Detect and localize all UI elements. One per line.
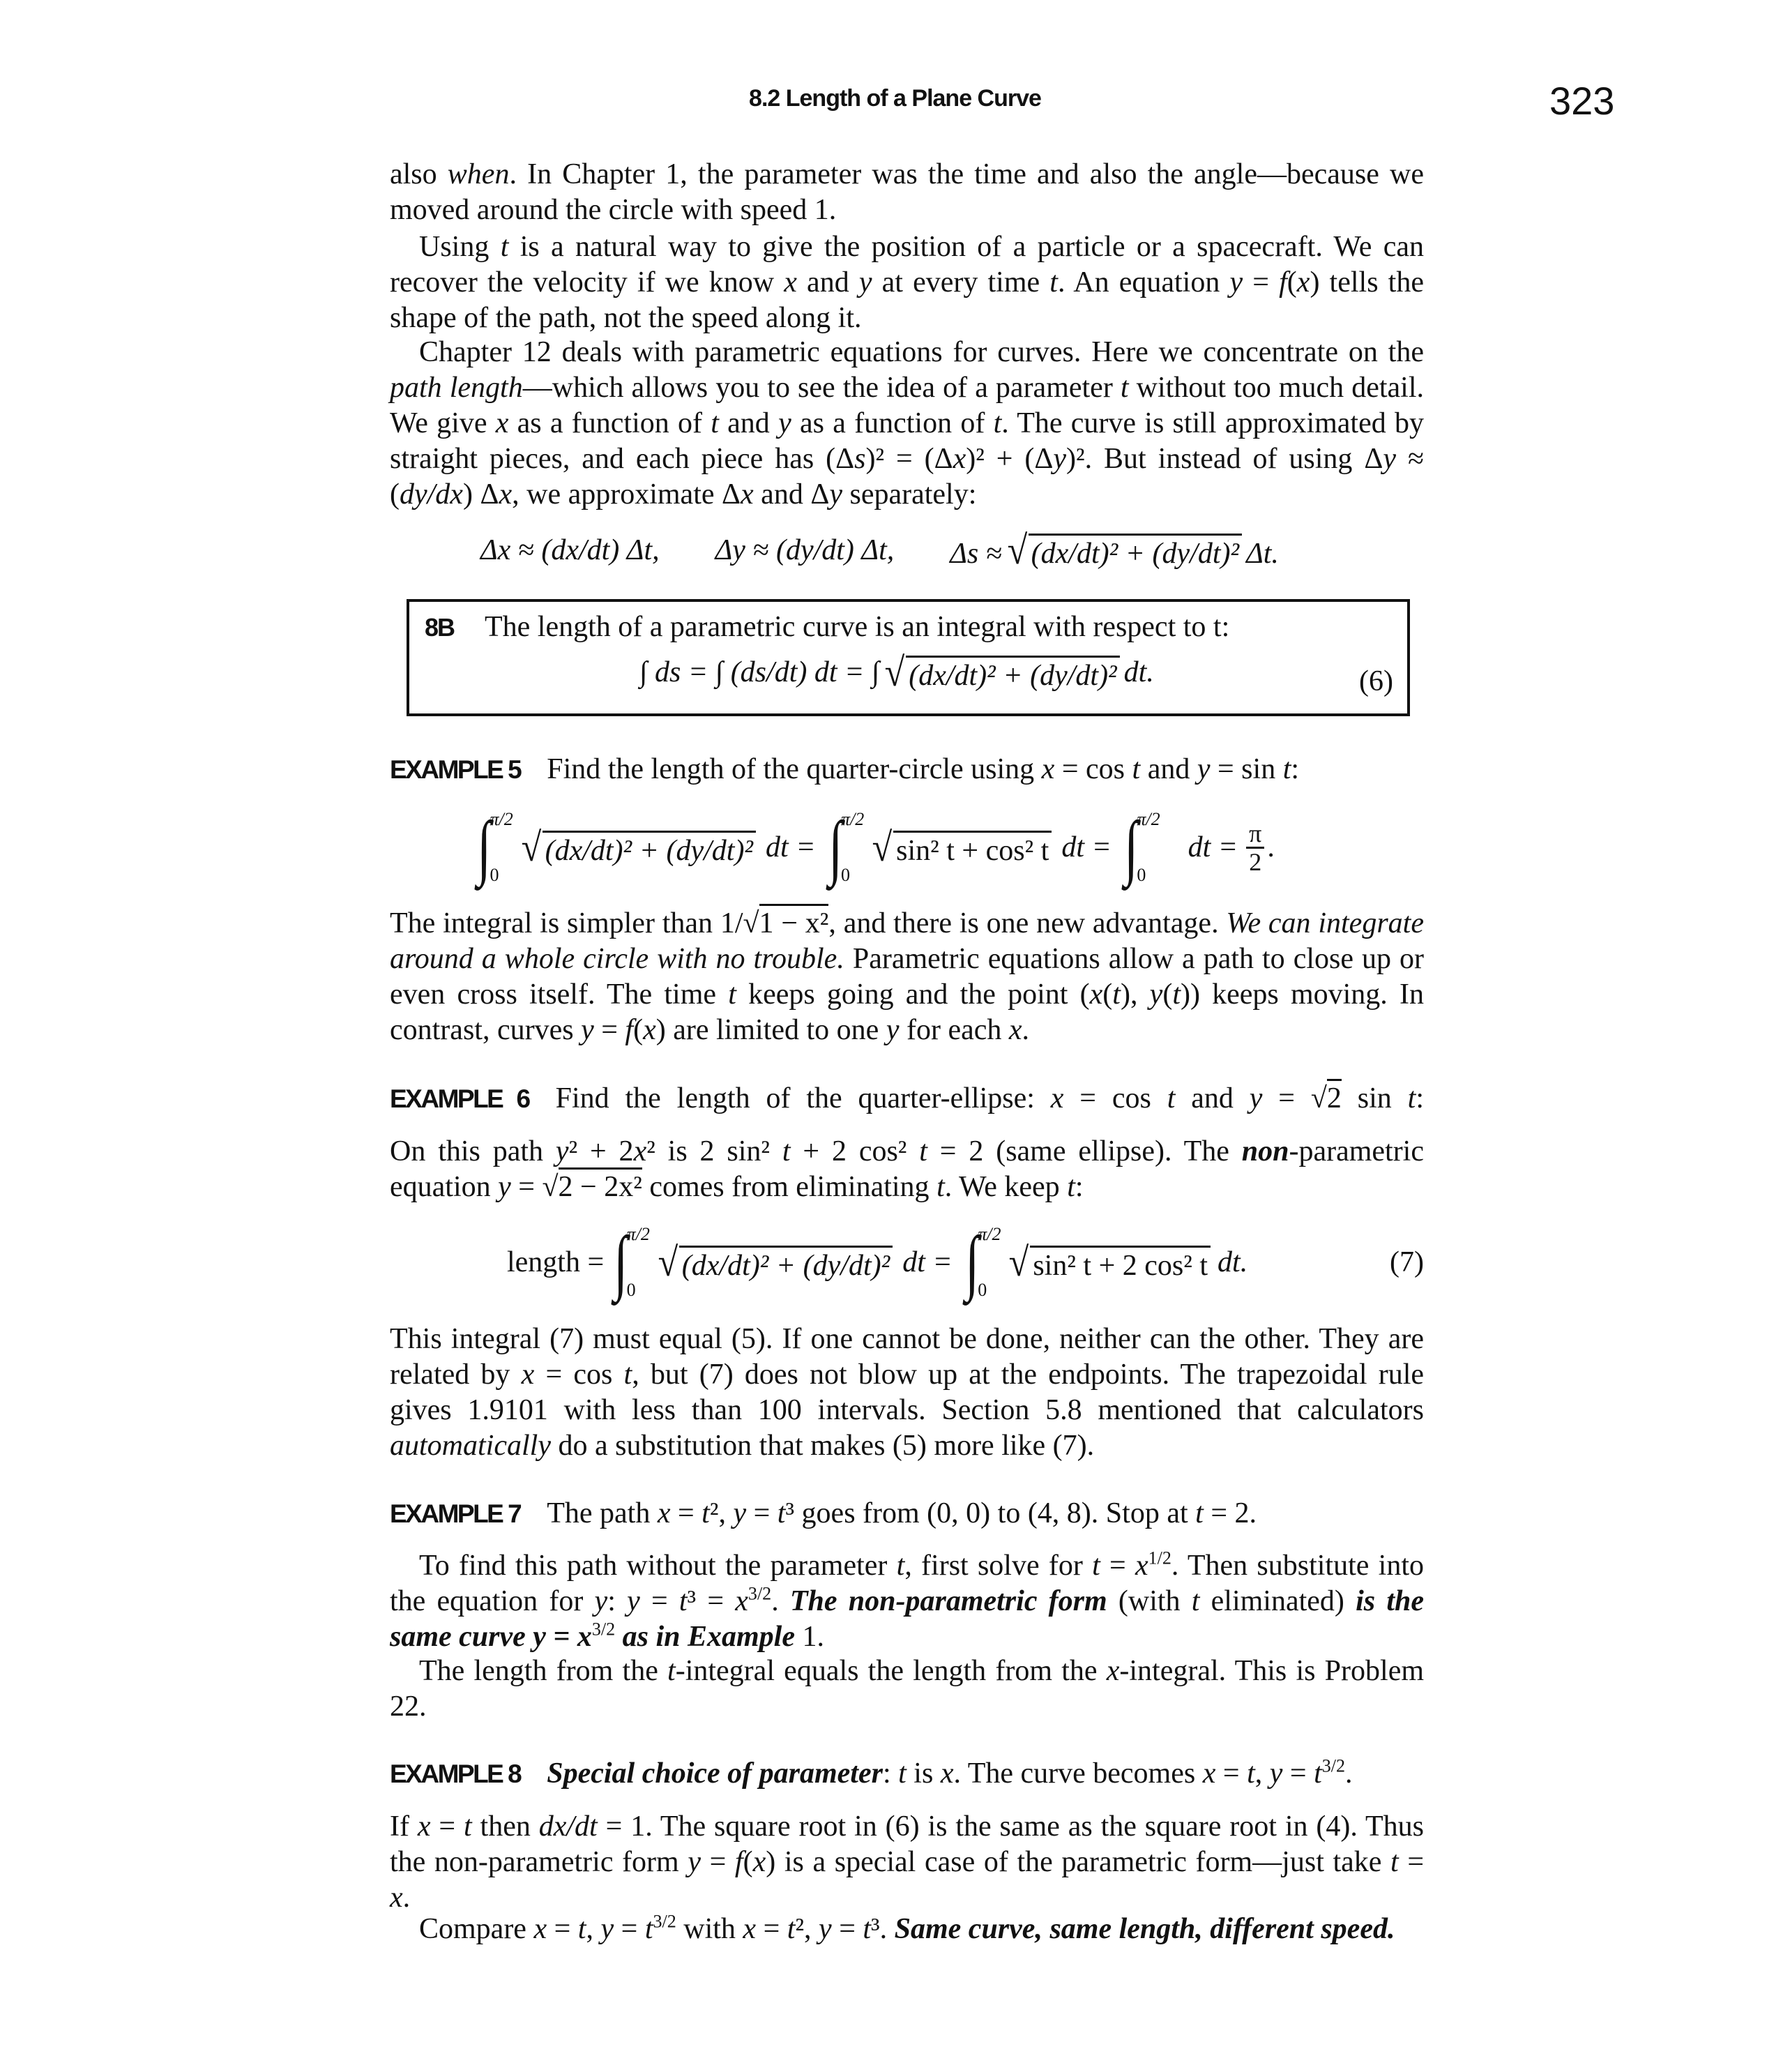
text-run: t [1092,1550,1100,1582]
text-run: Find the length of the quarter-ellipse: [555,1082,1051,1114]
text-run: ) tells the shape of the path, not the speed along it. [390,266,1424,334]
text-run: x [1202,1757,1216,1790]
text-run: t [1191,1585,1200,1617]
text-run: = [593,1014,625,1046]
integral: ∫ π/2 0 [614,1222,650,1302]
text-run: ( [633,1014,644,1046]
text-run: automatically [390,1430,551,1462]
example-8-heading [390,1756,1424,1792]
text-run: is the same curve y = x [390,1585,1425,1653]
text-run: ) are limited to one [655,1014,886,1046]
text-run: y [581,1014,594,1046]
text-run: x [1106,1655,1120,1687]
text-run: , and there is one new advantage. [828,907,1227,939]
eq-dx: Δx ≈ (dx/dt) Δt, [480,534,660,566]
text-run: )² = (Δ [865,443,953,475]
text-run: do a substitution that makes (5) more like (7). [550,1430,1095,1462]
text-run: = cos [534,1359,624,1391]
approximation-equations [480,527,1279,573]
upper-limit: π/2 [490,809,513,829]
text-run: The path [547,1497,658,1529]
text-run: y [498,1171,511,1203]
text-run: and [1140,753,1197,785]
example-label: EXAMPLE 7 [390,1499,521,1528]
text-run: ≈ ( [390,443,1424,511]
lower-limit: 0 [1137,865,1146,885]
text-run: x [390,1882,403,1914]
text-run: 3/2 [591,1619,616,1640]
text-run: t [896,1550,905,1582]
text-run: = 1. The square root in (6) is the same as the square root in (4). Thus the non-parametric form [390,1810,1424,1878]
text-run: : [1416,1082,1424,1114]
text-run: ² + 2 [568,1135,634,1167]
text-run: We can integrate around a whole circle with no trouble. [390,907,1424,975]
text-run: y [1249,1082,1263,1114]
text-run: y [555,1135,569,1167]
text-run: t [1195,1497,1204,1529]
text-run: y [600,1913,614,1945]
equation-number: (7) [1390,1246,1424,1278]
text-run: , [1254,1757,1270,1790]
text-run: ( [1287,266,1297,298]
text-run: t [1049,266,1058,298]
text-run: y [778,407,791,439]
text-run: ( [743,1846,753,1878]
text-run: and [796,266,859,298]
paragraph-if-x-equals-t [390,1809,1424,1916]
text-run: t [667,1655,676,1687]
text-run: ³ [785,1497,795,1529]
text-run: x [495,407,509,439]
text-run: x [643,1014,656,1046]
text-run: t [463,1810,472,1843]
text-run: . Then substitute into the equation for [390,1550,1424,1617]
text-run: t [936,1171,945,1203]
text-run: 2 [1327,1079,1342,1114]
text-run: = [1398,1846,1425,1878]
text-run: when [447,158,510,190]
text-run: x [784,266,797,298]
text-run: x [1089,978,1103,1011]
text-run: t [1132,753,1141,785]
example-label: EXAMPLE 8 [390,1760,521,1788]
integral: ∫ π/2 0 [477,807,513,887]
text-run: ( [1102,978,1113,1011]
text-run: s [854,443,866,475]
text-run: = cos [1063,1082,1167,1114]
text-run: = [430,1810,464,1843]
text-run: = √ [510,1171,559,1203]
paragraph-chapter-12 [390,335,1424,513]
text-run: with [676,1913,743,1945]
text-run: f [734,1846,743,1878]
text-run: : [882,1757,899,1790]
paragraph-intro [390,157,1424,228]
text-run: = [1100,1550,1135,1582]
text-run: 3/2 [1321,1755,1346,1776]
text-run: also [390,158,448,190]
text-run: . [1022,1014,1030,1046]
text-run: ² [795,1913,805,1945]
paragraph-this-integral [390,1322,1424,1464]
text-run: 2 − 2x² [559,1167,642,1203]
text-run: x [752,1846,766,1878]
text-run: -integral. This is Problem 22. [390,1655,1425,1723]
text-run: for each [899,1014,1009,1046]
text-run: t [711,407,719,439]
text-run: )². But instead of using Δ [1066,443,1383,475]
example-5-heading [390,752,1424,787]
integral: ∫ π/2 0 [964,1222,1001,1302]
text-run: t [1120,372,1129,404]
text-run: dx/dt [538,1810,598,1843]
text-run: t [777,1497,786,1529]
text-run: y [688,1846,701,1878]
paragraph-using-t [390,229,1424,336]
dt-equals: dt = [1188,831,1238,863]
lower-limit: 0 [978,1280,987,1300]
text-run: x [633,1135,647,1167]
text-run: t [993,407,1002,439]
text-run: x [499,478,513,511]
text-run: 1. [802,1621,824,1653]
text-run: separately: [842,478,977,511]
text-run: = [701,1846,735,1878]
text-run: . The curve is still approximated by straight pieces, and each piece has (Δ [390,407,1424,475]
text-run: : [1075,1171,1084,1203]
upper-limit: π/2 [626,1224,650,1244]
text-run: ³ = [687,1585,736,1617]
text-run: y [594,1585,608,1617]
text-run: x [1296,266,1310,298]
text-run: without too much detail. We give [390,372,1424,439]
text-run: x [743,1913,757,1945]
text-run: The length from the [419,1655,668,1687]
text-run: 1/2 [1148,1548,1171,1568]
text-run: x [657,1497,671,1529]
dt-equals: dt = [766,831,816,863]
text-run: t [1067,1171,1075,1203]
dt-equals: dt = [902,1246,953,1278]
text-run: x [417,1810,431,1843]
text-run: sin [1341,1082,1408,1114]
text-run: y [819,1913,832,1945]
integral: ∫ π/2 0 [1124,807,1160,887]
text-run: : [607,1585,628,1617]
text-run: y [886,1014,900,1046]
example-5-equation: ∫ π/2 0 √ (dx/dt)² + (dy/dt)² dt = ∫ π/2 0 √ sin² t + cos² t dt = ∫ π/2 0 dt = $\frac{\pi}{2}$ . [474,809,1275,886]
text-run: ² [709,1497,719,1529]
text-run: = [1215,1757,1247,1790]
text-run: t [728,978,736,1011]
text-run: x [953,443,966,475]
text-run: To find this path without the parameter [419,1550,897,1582]
text-run: t [701,1497,710,1529]
text-run: = [831,1913,863,1945]
text-run: y [1197,753,1211,785]
text-run: , first solve for [904,1550,1093,1582]
sqrt-arg: sin² t + cos² t [893,831,1052,868]
paragraph-on-this-path [390,1134,1424,1205]
text-run: as a function of [791,407,994,439]
example-6-equation [507,1224,1424,1301]
paragraph-to-find [390,1548,1424,1655]
eq-left: ∫ ds = ∫ (ds/dt) dt = ∫ [639,656,880,688]
text-run: ), [1120,978,1150,1011]
text-run: Special choice of parameter [547,1757,883,1790]
eq-dy: Δy ≈ (dy/dt) Δt, [715,534,895,566]
text-run: , [718,1497,734,1529]
sqrt-arg: (dx/dt)² + (dy/dt)² [543,831,756,868]
sqrt-arg: (dx/dt)² + (dy/dt)² [1029,534,1242,570]
text-run: 3/2 [748,1583,772,1604]
lower-limit: 0 [490,865,499,885]
text-run: ) is a special case of the parametric form—just take [766,1846,1391,1878]
text-run: then [471,1810,539,1843]
text-run: t [1282,753,1291,785]
sqrt: √ (dx/dt)² + (dy/dt)² [1006,530,1242,570]
dt-end: dt. [1218,1246,1248,1278]
sqrt: √ (dx/dt)² + (dy/dt)² [883,652,1119,693]
text-run: x [1050,1082,1064,1114]
text-run: and [1175,1082,1250,1114]
example-label: EXAMPLE 6 [390,1084,529,1113]
text-run: goes from (0, 0) to (4, 8). Stop at [794,1497,1196,1529]
text-run: Same curve, same length, different speed. [894,1913,1395,1945]
text-run: t [500,231,509,263]
text-run: 3/2 [653,1911,676,1932]
text-run: as in Example [615,1621,803,1653]
text-run: keeps going and the point ( [736,978,1090,1011]
text-run: as a function of [508,407,711,439]
text-run: t [863,1913,872,1945]
text-run: On this path [390,1135,556,1167]
text-run: Parametric equations allow a path to close up or even cross itself. The time [390,943,1424,1011]
text-run: x [1008,1014,1022,1046]
text-run: ) Δ [462,478,499,511]
text-run: dy/dx [400,478,463,511]
text-run: t [919,1135,927,1167]
text-run: = cos [1054,753,1132,785]
text-run: , we approximate Δ [512,478,741,511]
text-run: is a natural way to give the position of a particle or a spacecraft. We can recover the velocity if we know [390,231,1424,298]
sqrt: √ sin² t + cos² t [871,827,1052,868]
text-run: y [858,266,872,298]
text-run: t [1172,978,1181,1011]
text-run: : [1291,753,1300,785]
text-run: y [627,1585,640,1617]
text-run: = sin [1210,753,1283,785]
sqrt-arg: (dx/dt)² + (dy/dt)² [679,1246,893,1283]
lower-limit: 0 [841,865,851,885]
text-run: t [1112,978,1121,1011]
text-run: . An equation [1057,266,1230,298]
example-6-heading [390,1081,1424,1117]
text-run: Compare [419,1913,534,1945]
text-run: = √ [1262,1082,1327,1114]
text-run: y [1383,443,1397,475]
theorem-box-8b [407,599,1410,716]
text-run: x [735,1585,748,1617]
upper-limit: π/2 [841,809,865,829]
text-run: is [906,1757,941,1790]
eq-ds-lhs: Δs ≈ [950,538,1002,570]
text-run: Find the length of the quarter-circle using [547,753,1042,785]
text-run: , [804,1913,819,1945]
text-run: = [670,1497,702,1529]
example-text [547,753,1299,785]
text-run: -parametric equation [390,1135,1424,1203]
theorem-label: 8B [425,613,455,642]
text-run: x [1135,1550,1148,1582]
text-run: . In Chapter 1, the parameter was the time and also the angle—because we moved around the circle with speed 1. [390,158,1424,226]
text-run: ² is 2 sin² [646,1135,782,1167]
sqrt: √ (dx/dt)² + (dy/dt)² [657,1242,893,1283]
text-run: —which allows you to see the idea of a parameter [522,372,1121,404]
eq-ds-end: Δt. [1246,538,1279,570]
eq-ds [950,527,1279,573]
theorem-statement: The length of a parametric curve is an integral with respect to t: [485,611,1230,643]
text-run: , but (7) does not blow up at the endpoints. The trapezoidal rule gives 1.9101 with less than 100 intervals. Section 5.8 mentioned that calculators [390,1359,1425,1426]
dt-equals: dt = [1061,831,1112,863]
text-run: The non-parametric form [789,1585,1107,1617]
length-label: length = [507,1246,605,1278]
eq-end: dt. [1123,656,1154,688]
text-run: t [1390,1846,1399,1878]
text-run: non [1241,1135,1289,1167]
sqrt-arg: sin² t + 2 cos² t [1030,1246,1211,1283]
text-run: )² + (Δ [966,443,1054,475]
text-run: x [940,1757,954,1790]
text-run: . [402,1882,411,1914]
text-run: ³ [871,1913,880,1945]
text-run: x [533,1913,547,1945]
fraction-pi-over-2: $\frac{\pi}{2}$ [1246,820,1264,875]
example-text [547,1757,1352,1790]
paragraph-length-from [390,1654,1424,1725]
text-run: . [1345,1757,1353,1790]
text-run: y [1053,443,1066,475]
text-run: 1 − x² [759,904,829,939]
text-run: y [1229,266,1243,298]
text-run: y [733,1497,747,1529]
paragraph-integral-simpler [390,906,1424,1048]
text-run: = [639,1585,679,1617]
text-run: x [1041,753,1055,785]
text-run: t [577,1913,586,1945]
text-run: path length [390,372,523,404]
upper-limit: π/2 [1137,809,1160,829]
text-run: t [898,1757,907,1790]
text-run: y [1149,978,1163,1011]
text-run: t [787,1913,796,1945]
text-run: Chapter 12 deals with parametric equations for curves. Here we concentrate on the [419,336,1424,368]
text-run: ( [1162,978,1173,1011]
example-label: EXAMPLE 5 [390,755,521,784]
text-run: )) keeps moving. In contrast, curves [390,978,1424,1046]
running-header: 8.2 Length of a Plane Curve [749,85,1041,112]
text-run: + 2 cos² [790,1135,920,1167]
text-run: = [746,1497,778,1529]
text-run: The integral is simpler than 1/√ [390,907,759,939]
text-run: f [625,1014,634,1046]
text-run: t [1247,1757,1255,1790]
theorem-equation [639,649,1154,695]
text-run: x [521,1359,535,1391]
text-run: at every time [872,266,1050,298]
text-run: = 2. [1203,1497,1257,1529]
text-run: . [771,1585,790,1617]
text-run: = [1282,1757,1314,1790]
text-run: and Δ [753,478,830,511]
example-text [547,1497,1257,1529]
paragraph-compare [390,1912,1424,1947]
text-run: If [390,1810,418,1843]
text-run: t [1407,1082,1416,1114]
text-run: . [879,1913,895,1945]
text-run: eliminated) [1199,1585,1356,1617]
text-run: -integral equals the length from the [675,1655,1107,1687]
text-run: y [829,478,842,511]
text-run: . The curve becomes [953,1757,1203,1790]
text-run: y [1269,1757,1283,1790]
text-run: (with [1107,1585,1192,1617]
integral: ∫ π/2 0 [828,807,865,887]
text-run: t [678,1585,688,1617]
text-run: f [1279,266,1287,298]
text-run: = [614,1913,645,1945]
text-run: comes from eliminating [642,1171,937,1203]
sqrt-arg: (dx/dt)² + (dy/dt)² [906,656,1119,693]
text-run: = 2 (same ellipse). The [927,1135,1242,1167]
text-run: = [1243,266,1280,298]
text-run: Using [419,231,501,263]
sqrt: √ (dx/dt)² + (dy/dt)² [520,827,756,868]
text-run: t [782,1135,791,1167]
lower-limit: 0 [626,1280,636,1300]
text-run: t [1167,1082,1176,1114]
text-run: t [644,1913,653,1945]
equation-number: (6) [1359,665,1393,697]
text-run: t [1314,1757,1322,1790]
example-7-heading [390,1496,1424,1532]
text-run: t [623,1359,632,1391]
text-run: = [756,1913,787,1945]
text-run: , [586,1913,601,1945]
sqrt: √ sin² t + 2 cos² t [1008,1242,1211,1283]
page-number: 323 [1549,79,1615,123]
text-run: = [547,1913,578,1945]
example-text [556,1079,1424,1114]
text-run: x [741,478,754,511]
text-run: and [718,407,779,439]
text-run: . We keep [944,1171,1068,1203]
upper-limit: π/2 [978,1224,1001,1244]
text-run: This integral (7) must equal (5). If one cannot be done, neither can the other. They are related by [390,1323,1424,1391]
